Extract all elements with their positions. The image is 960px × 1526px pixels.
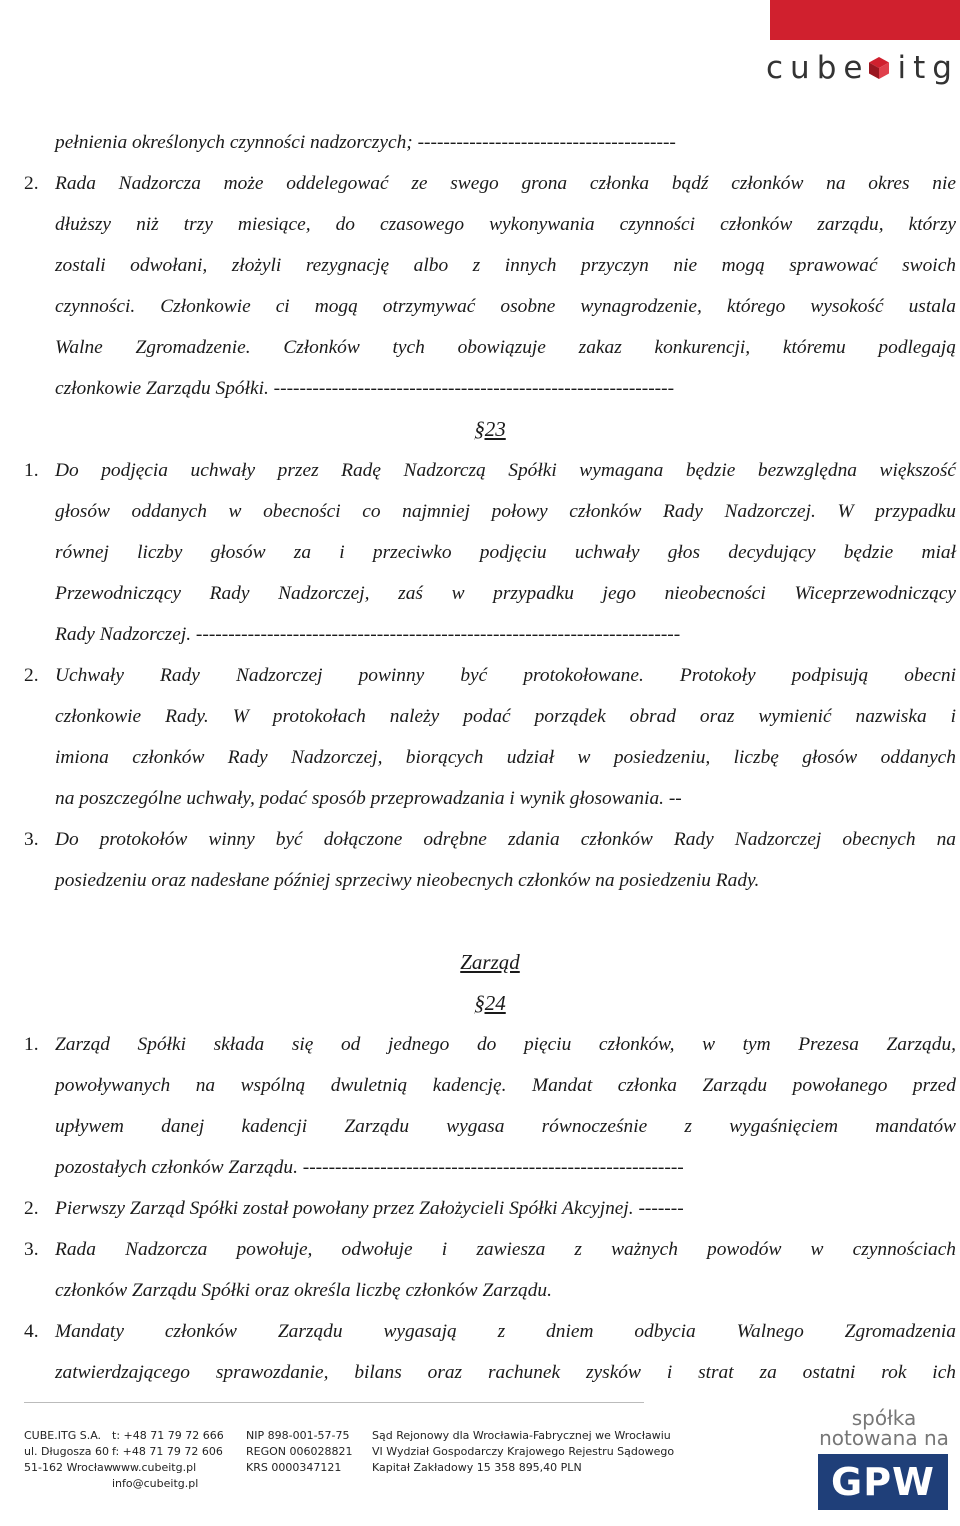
list-number: 1. xyxy=(24,1034,39,1055)
footer-city: 51-162 Wrocław xyxy=(24,1461,113,1474)
text-line: głosów oddanych w obecności co najmniej połowy członków Rady Nadzorczej. W przypadku xyxy=(55,501,956,522)
list-number: 3. xyxy=(24,1239,39,1260)
list-number: 2. xyxy=(24,1198,39,1219)
text-line: Walne Zgromadzenie. Członków tych obowiązuje zakaz konkurencji, któremu podlegają xyxy=(55,337,956,358)
text-line: członków Zarządu Spółki oraz określa liczbę członków Zarządu. xyxy=(55,1280,552,1301)
text-line: pozostałych członków Zarządu. ----------------------------------------------------------- xyxy=(55,1157,684,1178)
footer-fax: f: +48 71 79 72 606 xyxy=(112,1445,223,1458)
section-number: §23 xyxy=(474,417,506,441)
gpw-line1: spółka xyxy=(851,1406,917,1430)
section-heading: Zarząd xyxy=(460,950,520,974)
footer-regon: REGON 006028821 xyxy=(246,1445,353,1458)
list-number: 3. xyxy=(24,829,39,850)
text-line: powoływanych na wspólną dwuletnią kadencję. Mandat członka Zarządu powołanego przed xyxy=(55,1075,956,1096)
text-line: równej liczby głosów za i przeciwko podjęciu uchwały głos decydujący będzie miał xyxy=(55,542,956,563)
gpw-badge xyxy=(812,1408,956,1522)
footer-website-link[interactable]: www.cubeitg.pl xyxy=(112,1461,197,1474)
text-line: Zarząd Spółki składa się od jednego do pięciu członków, w tym Prezesa Zarządu, xyxy=(55,1034,956,1055)
text-line: dłuższy niż trzy miesiące, do czasowego wykonywania czynności członków zarządu, którzy xyxy=(55,214,956,235)
text-line: Rada Nadzorcza może oddelegować ze swego grona członka bądź członków na okres nie xyxy=(55,173,956,194)
logo-text-right: itg xyxy=(897,50,959,86)
text-line: zostali odwołani, złożyli rezygnację albo z innych przyczyn nie mogą sprawować swoich xyxy=(55,255,956,276)
text-line: posiedzeniu oraz nadesłane później sprzeciwy nieobecnych członków na posiedzeniu Rady. xyxy=(55,870,760,891)
footer-court: Sąd Rejonowy dla Wrocławia-Fabrycznej we Wrocławiu xyxy=(372,1429,671,1442)
text-line: czynności. Członkowie ci mogą otrzymywać osobne wynagrodzenie, którego wysokość ustala xyxy=(55,296,956,317)
gpw-logo: GPW xyxy=(818,1454,948,1510)
footer-capital: Kapitał Zakładowy 15 358 895,40 PLN xyxy=(372,1461,582,1474)
footer-phone: t: +48 71 79 72 666 xyxy=(112,1429,224,1442)
text-line: zatwierdzającego sprawozdanie, bilans oraz rachunek zysków i strat za ostatni rok ich xyxy=(55,1362,956,1383)
footer-divider xyxy=(24,1402,644,1403)
text-line: Rady Nadzorczej. --------------------------------------------------------------------------- xyxy=(55,624,681,645)
text-line: Mandaty członków Zarządu wygasają z dniem odbycia Walnego Zgromadzenia xyxy=(55,1321,956,1342)
section-number: §24 xyxy=(474,991,506,1015)
footer-company-col xyxy=(24,1428,113,1476)
footer-krs: KRS 0000347121 xyxy=(246,1461,342,1474)
text-line: Do podjęcia uchwały przez Radę Nadzorczą Spółki wymagana będzie bezwzględna większość xyxy=(55,460,956,481)
text-line: Pierwszy Zarząd Spółki został powołany przez Założycieli Spółki Akcyjnej. ------- xyxy=(55,1198,684,1219)
cube-icon xyxy=(867,56,891,80)
text-line: imiona członków Rady Nadzorczej, biorących udział w posiedzeniu, liczbę głosów oddanych xyxy=(55,747,956,768)
brand-red-bar xyxy=(770,0,960,40)
list-number: 2. xyxy=(24,173,39,194)
list-number: 2. xyxy=(24,665,39,686)
footer-nip: NIP 898-001-57-75 xyxy=(246,1429,350,1442)
list-number: 1. xyxy=(24,460,39,481)
text-line: Uchwały Rady Nadzorczej powinny być protokołowane. Protokoły podpisują obecni xyxy=(55,665,956,686)
list-number: 4. xyxy=(24,1321,39,1342)
text-line: Przewodniczący Rady Nadzorczej, zaś w przypadku jego nieobecności Wiceprzewodniczący xyxy=(55,583,956,604)
text-line: na poszczególne uchwały, podać sposób przeprowadzania i wynik głosowania. -- xyxy=(55,788,682,809)
footer-court-col xyxy=(372,1428,674,1476)
footer-registry-col xyxy=(246,1428,353,1476)
footer-contact-col xyxy=(112,1428,224,1492)
text-line: pełnienia określonych czynności nadzorczych; ---------------------------------------- xyxy=(55,132,676,153)
gpw-line2: notowana na xyxy=(819,1426,949,1450)
company-logo xyxy=(766,48,959,88)
text-line: Do protokołów winny być dołączone odrębne zdania członków Rady Nadzorczej obecnych na xyxy=(55,829,956,850)
text-line: członkowie Rady. W protokołach należy podać porządek obrad oraz wymienić nazwiska i xyxy=(55,706,956,727)
footer-email-link[interactable]: info@cubeitg.pl xyxy=(112,1477,199,1490)
text-line: członkowie Zarządu Spółki. -------------------------------------------------------------- xyxy=(55,378,675,399)
footer-company-name: CUBE.ITG S.A. xyxy=(24,1429,102,1442)
text-line: Rada Nadzorcza powołuje, odwołuje i zawiesza z ważnych powodów w czynnościach xyxy=(55,1239,956,1260)
document-body xyxy=(24,122,956,1393)
footer-department: VI Wydział Gospodarczy Krajowego Rejestru Sądowego xyxy=(372,1445,675,1458)
logo-text-left: cube xyxy=(766,50,870,86)
text-line: upływem danej kadencji Zarządu wygasa równocześnie z wygaśnięciem mandatów xyxy=(55,1116,956,1137)
footer-street: ul. Długosza 60 xyxy=(24,1445,110,1458)
